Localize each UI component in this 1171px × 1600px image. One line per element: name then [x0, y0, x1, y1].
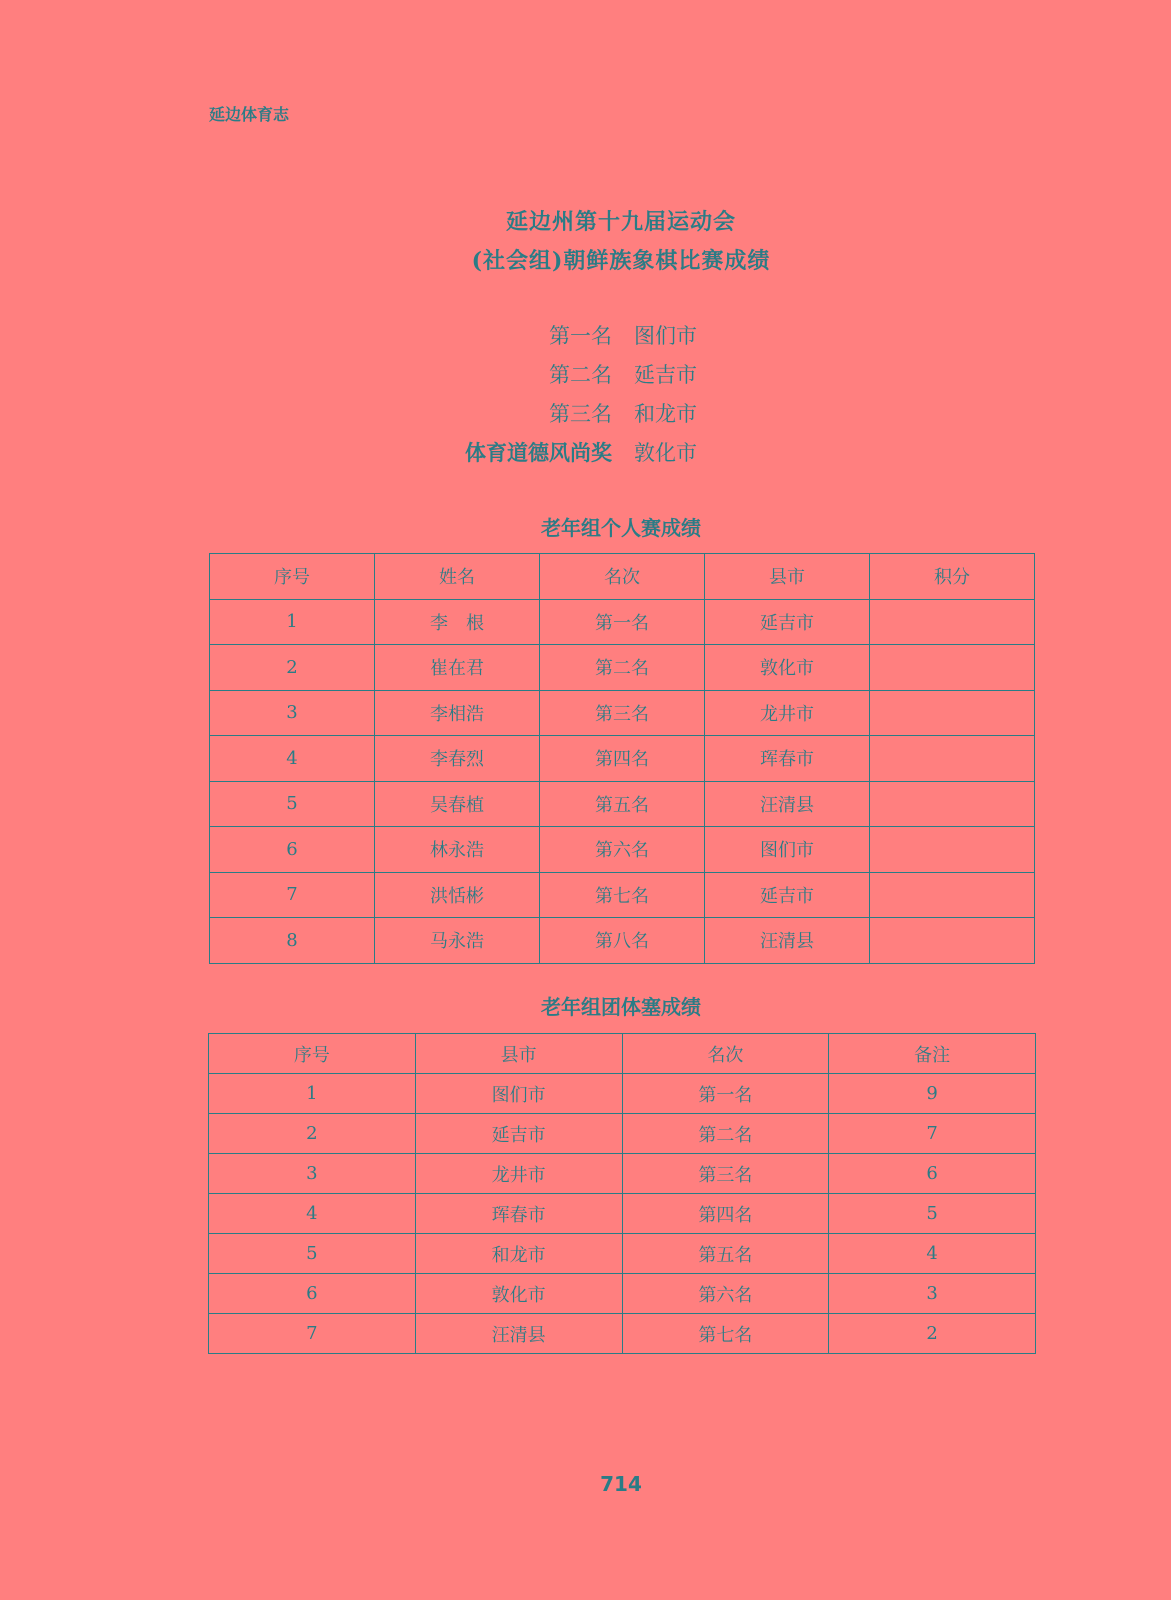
placing-row	[0, 437, 1171, 469]
header-cell: 县市	[415, 1034, 622, 1074]
table-cell: 4	[829, 1234, 1036, 1274]
table-cell: 吴春植	[375, 781, 540, 827]
header-cell: 县市	[705, 554, 870, 600]
table-row	[210, 781, 1035, 827]
table-cell: 2	[209, 1114, 416, 1154]
placing-rank: 第二名	[549, 363, 612, 387]
header-cell: 名次	[540, 554, 705, 600]
table-cell: 2	[210, 645, 375, 691]
table-cell: 第四名	[540, 736, 705, 782]
table-cell: 第七名	[622, 1314, 829, 1354]
table-cell: 李春烈	[375, 736, 540, 782]
table-cell	[870, 872, 1035, 918]
table-cell: 第一名	[622, 1074, 829, 1114]
table-cell: 5	[209, 1234, 416, 1274]
table-cell: 1	[210, 599, 375, 645]
table-cell	[870, 690, 1035, 736]
table-row	[209, 1274, 1036, 1314]
table-cell	[870, 781, 1035, 827]
table-cell: 第四名	[622, 1194, 829, 1234]
placing-rank: 体育道德风尚奖	[465, 441, 612, 465]
table-cell: 延吉市	[415, 1114, 622, 1154]
placing-city: 和龙市	[634, 402, 697, 426]
table-cell: 敦化市	[705, 645, 870, 691]
table-cell: 李 根	[375, 599, 540, 645]
table-cell: 4	[210, 736, 375, 782]
document-title-line2: (社会组)朝鲜族象棋比赛成绩	[471, 248, 771, 274]
running-header: 延边体育志	[209, 105, 290, 124]
table-row	[209, 1234, 1036, 1274]
table-cell: 珲春市	[705, 736, 870, 782]
table-cell: 第一名	[540, 599, 705, 645]
table-cell	[870, 645, 1035, 691]
team-results-table	[208, 1033, 1036, 1354]
table-cell: 2	[829, 1314, 1036, 1354]
table-cell	[870, 736, 1035, 782]
table-cell: 马永浩	[375, 918, 540, 964]
table-cell: 1	[209, 1074, 416, 1114]
header-cell: 名次	[622, 1034, 829, 1074]
table-header-row	[210, 554, 1035, 600]
individual-results-table	[209, 553, 1035, 964]
table-cell: 7	[829, 1114, 1036, 1154]
table-cell: 第二名	[540, 645, 705, 691]
header-cell: 序号	[209, 1034, 416, 1074]
header-cell: 序号	[210, 554, 375, 600]
placing-city: 图们市	[634, 324, 697, 348]
table-row	[209, 1114, 1036, 1154]
placing-rank: 第三名	[549, 402, 612, 426]
table-cell: 3	[209, 1154, 416, 1194]
table-row	[210, 827, 1035, 873]
table-cell: 第二名	[622, 1114, 829, 1154]
table-cell: 第五名	[540, 781, 705, 827]
table-cell: 8	[210, 918, 375, 964]
table-cell: 延吉市	[705, 872, 870, 918]
table-cell: 第六名	[622, 1274, 829, 1314]
table-cell: 珲春市	[415, 1194, 622, 1234]
table-cell: 图们市	[705, 827, 870, 873]
placing-row	[0, 320, 1171, 352]
table-cell: 敦化市	[415, 1274, 622, 1314]
table-cell: 3	[210, 690, 375, 736]
table-cell: 6	[209, 1274, 416, 1314]
table-cell: 和龙市	[415, 1234, 622, 1274]
table-cell	[870, 827, 1035, 873]
placing-rank: 第一名	[549, 324, 612, 348]
table-row	[209, 1154, 1036, 1194]
table-cell: 6	[829, 1154, 1036, 1194]
table-row	[209, 1194, 1036, 1234]
table-cell: 洪恬彬	[375, 872, 540, 918]
header-cell: 备注	[829, 1034, 1036, 1074]
table-cell: 龙井市	[705, 690, 870, 736]
page-number: 714	[600, 1472, 642, 1496]
document-title-line1: 延边州第十九届运动会	[505, 209, 736, 235]
placing-row	[0, 398, 1171, 430]
table-cell: 7	[210, 872, 375, 918]
placing-city: 延吉市	[634, 363, 697, 387]
placing-row	[0, 359, 1171, 391]
table-cell: 汪清县	[705, 918, 870, 964]
table-cell	[870, 599, 1035, 645]
table-cell: 第八名	[540, 918, 705, 964]
table-cell: 龙井市	[415, 1154, 622, 1194]
individual-results-title: 老年组个人赛成绩	[541, 516, 701, 540]
table-cell: 李相浩	[375, 690, 540, 736]
table-cell: 崔在君	[375, 645, 540, 691]
table-cell: 林永浩	[375, 827, 540, 873]
table-row	[209, 1314, 1036, 1354]
table-cell: 5	[829, 1194, 1036, 1234]
table-cell: 第三名	[540, 690, 705, 736]
table-cell: 第三名	[622, 1154, 829, 1194]
table-cell: 6	[210, 827, 375, 873]
table-row	[210, 872, 1035, 918]
header-cell: 积分	[870, 554, 1035, 600]
table-cell: 3	[829, 1274, 1036, 1314]
table-cell: 汪清县	[415, 1314, 622, 1354]
table-header-row	[209, 1034, 1036, 1074]
table-cell	[870, 918, 1035, 964]
table-cell: 9	[829, 1074, 1036, 1114]
team-results-title: 老年组团体塞成绩	[541, 995, 701, 1019]
table-row	[210, 645, 1035, 691]
table-cell: 第五名	[622, 1234, 829, 1274]
placing-city: 敦化市	[634, 441, 697, 465]
table-cell: 图们市	[415, 1074, 622, 1114]
table-row	[210, 690, 1035, 736]
table-row	[210, 918, 1035, 964]
table-row	[210, 599, 1035, 645]
table-cell: 第七名	[540, 872, 705, 918]
header-cell: 姓名	[375, 554, 540, 600]
table-cell: 延吉市	[705, 599, 870, 645]
table-cell: 4	[209, 1194, 416, 1234]
table-cell: 第六名	[540, 827, 705, 873]
table-cell: 7	[209, 1314, 416, 1354]
table-row	[209, 1074, 1036, 1114]
table-cell: 5	[210, 781, 375, 827]
table-cell: 汪清县	[705, 781, 870, 827]
table-row	[210, 736, 1035, 782]
